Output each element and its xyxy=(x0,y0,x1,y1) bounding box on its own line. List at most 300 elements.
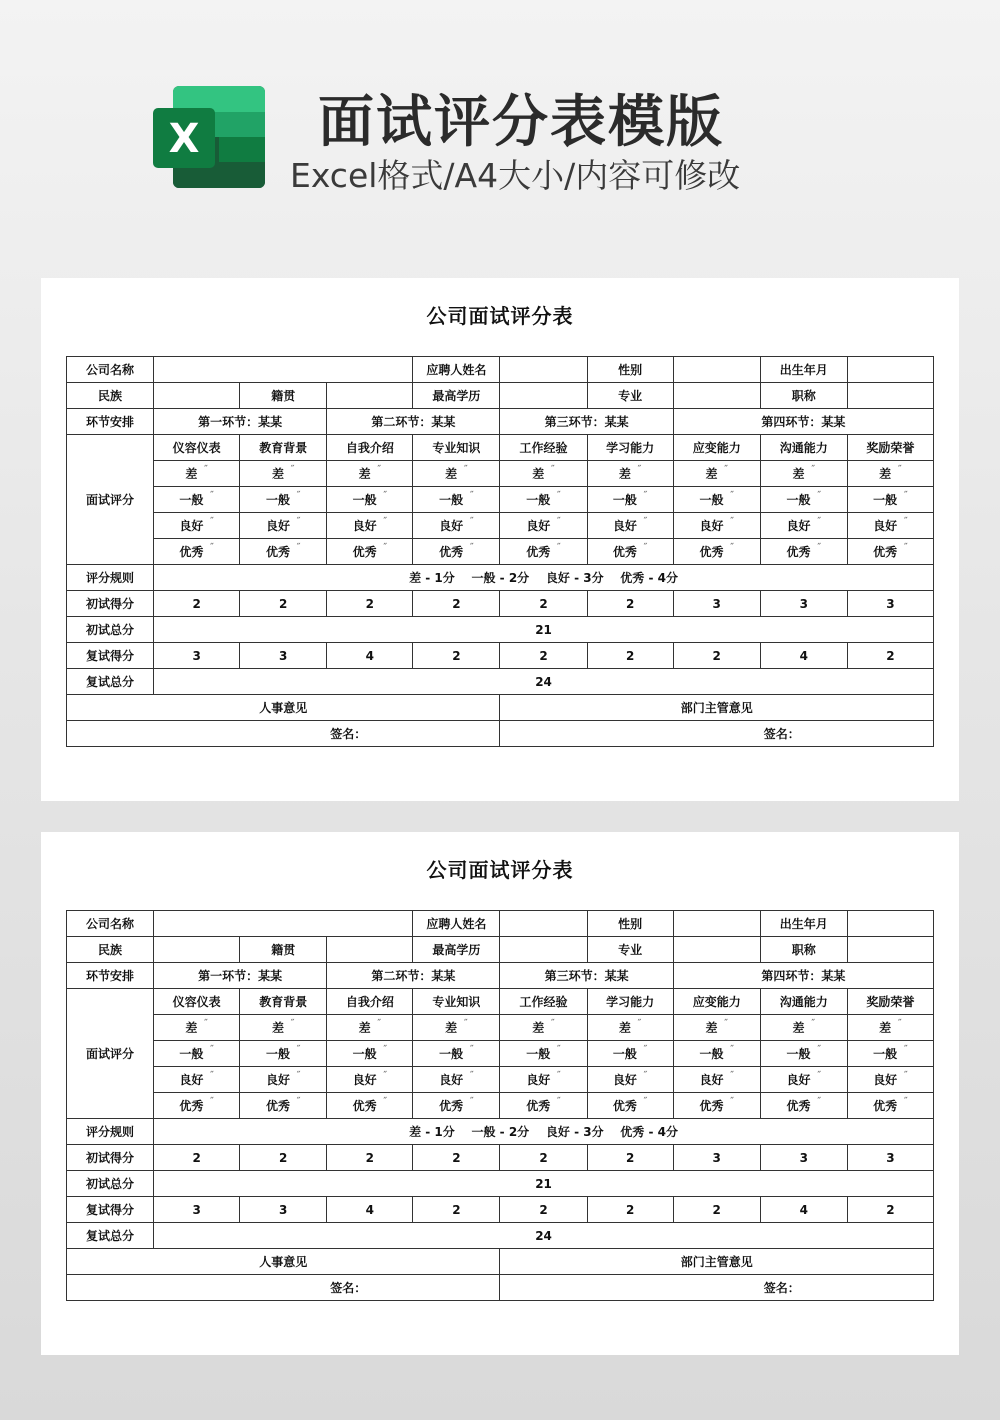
option-excellent-cell[interactable] xyxy=(760,1093,847,1119)
option-excellent-cell[interactable] xyxy=(413,539,500,565)
option-average-cell[interactable] xyxy=(327,487,413,513)
signature-label: 签名： xyxy=(330,1281,367,1295)
option-label: 优秀 xyxy=(612,1099,637,1113)
option-label: 差 xyxy=(271,1021,284,1035)
option-poor-cell[interactable] xyxy=(587,1015,673,1041)
manager-opinion-field[interactable] xyxy=(500,721,934,747)
option-poor-cell[interactable] xyxy=(760,461,847,487)
score-cell[interactable]: 3 xyxy=(154,643,240,669)
option-label: 一般 xyxy=(786,1047,811,1061)
row-first-total xyxy=(67,617,934,643)
option-poor-cell[interactable] xyxy=(500,461,587,487)
option-excellent-cell[interactable] xyxy=(847,1093,933,1119)
score-cell[interactable]: 2 xyxy=(847,643,933,669)
company-label: 公司名称 xyxy=(67,357,154,383)
dropdown-mark-icon: ˝ xyxy=(816,491,822,501)
dropdown-mark-icon: ˝ xyxy=(729,1045,734,1055)
row-stages xyxy=(67,409,934,435)
score-cell[interactable]: 2 xyxy=(500,591,587,617)
nation-field[interactable] xyxy=(154,383,240,409)
option-average-cell[interactable] xyxy=(154,1041,240,1067)
criterion-cell: 奖励荣誉 xyxy=(847,989,933,1015)
option-average-cell[interactable] xyxy=(760,1041,847,1067)
dropdown-mark-icon: ˝ xyxy=(289,1019,295,1029)
dropdown-mark-icon: ˝ xyxy=(642,1071,648,1081)
option-good-cell[interactable] xyxy=(587,513,673,539)
option-label: 差 xyxy=(271,467,284,481)
criterion-cell: 奖励荣誉 xyxy=(847,435,933,461)
dropdown-mark-icon: ˝ xyxy=(209,491,214,501)
option-poor-cell[interactable] xyxy=(154,1015,240,1041)
dropdown-mark-icon: ˝ xyxy=(463,1019,468,1029)
option-excellent-cell[interactable] xyxy=(413,1093,500,1119)
score-cell[interactable]: 2 xyxy=(413,1197,500,1223)
option-label: 差 xyxy=(879,1021,892,1035)
row-opinion-body xyxy=(67,1275,934,1301)
native-field[interactable] xyxy=(327,383,413,409)
dropdown-mark-icon: ˝ xyxy=(550,1019,555,1029)
dropdown-mark-icon: ˝ xyxy=(903,1071,908,1081)
native-label: 籍贯 xyxy=(240,937,327,963)
row-rules xyxy=(67,565,934,591)
option-poor-cell[interactable] xyxy=(673,461,760,487)
signature-label: 签名： xyxy=(763,1281,800,1295)
gender-label: 性别 xyxy=(587,357,673,383)
form-card-1 xyxy=(41,278,959,801)
row-second-scores xyxy=(67,1197,934,1223)
dropdown-mark-icon: ˝ xyxy=(382,543,388,553)
row-opinion-headers xyxy=(67,695,934,721)
dropdown-mark-icon: ˝ xyxy=(209,1097,214,1107)
signature-label: 签名： xyxy=(330,727,367,741)
applicant-field[interactable] xyxy=(500,911,587,937)
option-label: 优秀 xyxy=(526,1099,551,1113)
dropdown-mark-icon: ˝ xyxy=(295,517,301,527)
option-excellent-cell[interactable] xyxy=(154,1093,240,1119)
stage-4: 第四环节：某某 xyxy=(673,963,933,989)
option-poor-cell[interactable] xyxy=(500,1015,587,1041)
score-cell[interactable]: 2 xyxy=(847,1197,933,1223)
row-option-good xyxy=(67,513,934,539)
option-label: 优秀 xyxy=(265,545,290,559)
option-average-cell[interactable] xyxy=(413,487,500,513)
option-poor-cell[interactable] xyxy=(413,1015,500,1041)
option-excellent-cell[interactable] xyxy=(587,1093,673,1119)
score-cell[interactable]: 2 xyxy=(500,1197,587,1223)
option-excellent-cell[interactable] xyxy=(500,1093,587,1119)
row-option-excellent xyxy=(67,539,934,565)
option-poor-cell[interactable] xyxy=(847,1015,933,1041)
option-average-cell[interactable] xyxy=(587,487,673,513)
dropdown-mark-icon: ˝ xyxy=(903,1045,908,1055)
criterion-cell: 学习能力 xyxy=(587,435,673,461)
score-cell[interactable]: 2 xyxy=(673,643,760,669)
dropdown-mark-icon: ˝ xyxy=(382,1071,388,1081)
birth-label: 出生年月 xyxy=(760,357,847,383)
option-label: 优秀 xyxy=(265,1099,290,1113)
first-total-value: 21 xyxy=(154,617,934,643)
second-total-value: 24 xyxy=(154,669,934,695)
score-cell[interactable]: 2 xyxy=(327,1145,413,1171)
option-label: 良好 xyxy=(873,1073,898,1087)
option-good-cell[interactable] xyxy=(587,1067,673,1093)
option-excellent-cell[interactable] xyxy=(240,539,327,565)
education-field[interactable] xyxy=(500,383,587,409)
score-cell[interactable]: 3 xyxy=(847,591,933,617)
criterion-cell: 应变能力 xyxy=(673,435,760,461)
stage-3: 第三环节：某某 xyxy=(500,963,673,989)
option-label: 差 xyxy=(358,1021,371,1035)
row-second-scores xyxy=(67,643,934,669)
option-good-cell[interactable] xyxy=(413,1067,500,1093)
score-cell[interactable]: 2 xyxy=(154,591,240,617)
score-cell[interactable]: 3 xyxy=(847,1145,933,1171)
dropdown-mark-icon: ˝ xyxy=(723,465,728,475)
banner-header xyxy=(0,0,1000,250)
dropdown-mark-icon: ˝ xyxy=(295,1045,301,1055)
score-cell[interactable]: 2 xyxy=(500,1145,587,1171)
option-poor-cell[interactable] xyxy=(240,1015,327,1041)
dropdown-mark-icon: ˝ xyxy=(209,543,214,553)
option-label: 良好 xyxy=(179,1073,204,1087)
row-option-poor xyxy=(67,461,934,487)
dropdown-mark-icon: ˝ xyxy=(729,543,734,553)
option-label: 一般 xyxy=(439,1047,464,1061)
option-label: 良好 xyxy=(526,519,551,533)
dropdown-mark-icon: ˝ xyxy=(209,517,214,527)
first-scores-label: 初试得分 xyxy=(67,591,154,617)
option-label: 差 xyxy=(185,467,198,481)
second-total-label: 复试总分 xyxy=(67,1223,154,1249)
option-good-cell[interactable] xyxy=(760,513,847,539)
score-cell[interactable]: 2 xyxy=(587,591,673,617)
row-option-average xyxy=(67,1041,934,1067)
stage-4: 第四环节：某某 xyxy=(673,409,933,435)
criterion-cell: 仪容仪表 xyxy=(154,989,240,1015)
option-excellent-cell[interactable] xyxy=(500,539,587,565)
option-average-cell[interactable] xyxy=(500,487,587,513)
criterion-cell: 工作经验 xyxy=(500,435,587,461)
birth-field[interactable] xyxy=(847,911,933,937)
first-total-label: 初试总分 xyxy=(67,617,154,643)
option-label: 差 xyxy=(358,467,371,481)
option-label: 差 xyxy=(879,467,892,481)
option-good-cell[interactable] xyxy=(500,513,587,539)
page-title: 面试评分表模版 xyxy=(318,90,724,155)
row-opinion-headers xyxy=(67,1249,934,1275)
option-label: 良好 xyxy=(873,519,898,533)
option-good-cell[interactable] xyxy=(154,1067,240,1093)
row-basic-info xyxy=(67,911,934,937)
option-label: 良好 xyxy=(439,1073,464,1087)
second-scores-label: 复试得分 xyxy=(67,1197,154,1223)
option-label: 差 xyxy=(792,1021,805,1035)
criterion-cell: 沟通能力 xyxy=(760,989,847,1015)
dropdown-mark-icon: ˝ xyxy=(469,1071,474,1081)
rules-label: 评分规则 xyxy=(67,565,154,591)
score-cell[interactable]: 3 xyxy=(760,591,847,617)
rules-text: 差 - 1分 一般 - 2分 良好 - 3分 优秀 - 4分 xyxy=(154,565,934,591)
option-good-cell[interactable] xyxy=(413,513,500,539)
option-label: 一般 xyxy=(612,1047,637,1061)
option-average-cell[interactable] xyxy=(673,487,760,513)
option-excellent-cell[interactable] xyxy=(587,539,673,565)
score-cell[interactable]: 2 xyxy=(413,643,500,669)
option-good-cell[interactable] xyxy=(327,513,413,539)
option-label: 差 xyxy=(705,467,718,481)
option-average-cell[interactable] xyxy=(413,1041,500,1067)
company-label: 公司名称 xyxy=(67,911,154,937)
major-field[interactable] xyxy=(673,937,760,963)
manager-opinion-field[interactable] xyxy=(500,1275,934,1301)
dropdown-mark-icon: ˝ xyxy=(642,1097,648,1107)
option-good-cell[interactable] xyxy=(673,1067,760,1093)
row-rules xyxy=(67,1119,934,1145)
option-label: 优秀 xyxy=(786,545,811,559)
score-cell[interactable]: 2 xyxy=(587,643,673,669)
score-cell[interactable]: 4 xyxy=(327,1197,413,1223)
dropdown-mark-icon: ˝ xyxy=(810,465,816,475)
option-label: 差 xyxy=(445,1021,458,1035)
row-second-total xyxy=(67,1223,934,1249)
option-poor-cell[interactable] xyxy=(587,461,673,487)
score-cell[interactable]: 2 xyxy=(413,1145,500,1171)
option-label: 一般 xyxy=(873,1047,898,1061)
option-excellent-cell[interactable] xyxy=(240,1093,327,1119)
score-cell[interactable]: 2 xyxy=(587,1197,673,1223)
criterion-cell: 工作经验 xyxy=(500,989,587,1015)
dropdown-mark-icon: ˝ xyxy=(729,491,734,501)
option-label: 一般 xyxy=(352,493,377,507)
option-good-cell[interactable] xyxy=(240,513,327,539)
dropdown-mark-icon: ˝ xyxy=(209,1045,214,1055)
dropdown-mark-icon: ˝ xyxy=(550,465,555,475)
criterion-cell: 教育背景 xyxy=(240,435,327,461)
option-average-cell[interactable] xyxy=(760,487,847,513)
score-cell[interactable]: 4 xyxy=(327,643,413,669)
criterion-cell: 沟通能力 xyxy=(760,435,847,461)
score-cell[interactable]: 3 xyxy=(760,1145,847,1171)
company-field[interactable] xyxy=(154,911,413,937)
dropdown-mark-icon: ˝ xyxy=(556,517,561,527)
hr-opinion-label: 人事意见 xyxy=(67,695,500,721)
dropdown-mark-icon: ˝ xyxy=(903,517,908,527)
dropdown-mark-icon: ˝ xyxy=(556,1071,561,1081)
birth-field[interactable] xyxy=(847,357,933,383)
option-label: 一般 xyxy=(439,493,464,507)
option-label: 一般 xyxy=(179,493,204,507)
gender-field[interactable] xyxy=(673,911,760,937)
dropdown-mark-icon: ˝ xyxy=(816,543,822,553)
native-field[interactable] xyxy=(327,937,413,963)
criterion-cell: 仪容仪表 xyxy=(154,435,240,461)
score-cell[interactable]: 3 xyxy=(240,1197,327,1223)
score-cell[interactable]: 3 xyxy=(154,1197,240,1223)
dropdown-mark-icon: ˝ xyxy=(816,517,822,527)
first-total-value: 21 xyxy=(154,1171,934,1197)
form-title: 公司面试评分表 xyxy=(426,858,574,882)
option-average-cell[interactable] xyxy=(587,1041,673,1067)
option-poor-cell[interactable] xyxy=(327,1015,413,1041)
score-cell[interactable]: 2 xyxy=(673,1197,760,1223)
second-scores-label: 复试得分 xyxy=(67,643,154,669)
dropdown-mark-icon: ˝ xyxy=(723,1019,728,1029)
score-cell[interactable]: 4 xyxy=(760,643,847,669)
first-scores-label: 初试得分 xyxy=(67,1145,154,1171)
option-average-cell[interactable] xyxy=(240,487,327,513)
option-poor-cell[interactable] xyxy=(327,461,413,487)
option-label: 优秀 xyxy=(699,1099,724,1113)
row-criteria xyxy=(67,989,934,1015)
dropdown-mark-icon: ˝ xyxy=(729,517,734,527)
scoring-label: 面试评分 xyxy=(67,435,154,565)
option-excellent-cell[interactable] xyxy=(327,1093,413,1119)
option-label: 良好 xyxy=(786,519,811,533)
score-cell[interactable]: 2 xyxy=(327,591,413,617)
option-label: 差 xyxy=(618,1021,631,1035)
hr-opinion-field[interactable] xyxy=(67,721,500,747)
dropdown-mark-icon: ˝ xyxy=(642,543,648,553)
option-label: 一般 xyxy=(526,1047,551,1061)
option-poor-cell[interactable] xyxy=(413,461,500,487)
dropdown-mark-icon: ˝ xyxy=(382,491,388,501)
score-cell[interactable]: 2 xyxy=(240,1145,327,1171)
row-criteria xyxy=(67,435,934,461)
option-average-cell[interactable] xyxy=(847,1041,933,1067)
major-label: 专业 xyxy=(587,383,673,409)
form-card-2 xyxy=(41,832,959,1355)
option-excellent-cell[interactable] xyxy=(847,539,933,565)
score-cell[interactable]: 4 xyxy=(760,1197,847,1223)
applicant-label: 应聘人姓名 xyxy=(413,911,500,937)
option-label: 良好 xyxy=(439,519,464,533)
option-label: 差 xyxy=(792,467,805,481)
option-excellent-cell[interactable] xyxy=(673,539,760,565)
option-poor-cell[interactable] xyxy=(154,461,240,487)
dropdown-mark-icon: ˝ xyxy=(810,1019,816,1029)
dropdown-mark-icon: ˝ xyxy=(382,1045,388,1055)
hr-opinion-label: 人事意见 xyxy=(67,1249,500,1275)
row-background-info xyxy=(67,383,934,409)
option-good-cell[interactable] xyxy=(673,513,760,539)
dropdown-mark-icon: ˝ xyxy=(556,543,561,553)
row-stages xyxy=(67,963,934,989)
option-average-cell[interactable] xyxy=(847,487,933,513)
dropdown-mark-icon: ˝ xyxy=(903,491,908,501)
option-excellent-cell[interactable] xyxy=(327,539,413,565)
option-excellent-cell[interactable] xyxy=(154,539,240,565)
dropdown-mark-icon: ˝ xyxy=(642,491,648,501)
score-cell[interactable]: 3 xyxy=(673,591,760,617)
row-option-excellent xyxy=(67,1093,934,1119)
option-good-cell[interactable] xyxy=(847,1067,933,1093)
option-good-cell[interactable] xyxy=(760,1067,847,1093)
option-label: 一般 xyxy=(699,1047,724,1061)
applicant-label: 应聘人姓名 xyxy=(413,357,500,383)
option-label: 差 xyxy=(532,1021,545,1035)
hr-opinion-field[interactable] xyxy=(67,1275,500,1301)
position-field[interactable] xyxy=(847,937,933,963)
position-field[interactable] xyxy=(847,383,933,409)
option-excellent-cell[interactable] xyxy=(760,539,847,565)
option-label: 一般 xyxy=(612,493,637,507)
score-cell[interactable]: 2 xyxy=(240,591,327,617)
option-poor-cell[interactable] xyxy=(673,1015,760,1041)
option-poor-cell[interactable] xyxy=(760,1015,847,1041)
option-label: 良好 xyxy=(265,1073,290,1087)
score-table xyxy=(66,910,934,1301)
option-average-cell[interactable] xyxy=(500,1041,587,1067)
score-cell[interactable]: 2 xyxy=(587,1145,673,1171)
option-label: 良好 xyxy=(612,1073,637,1087)
score-cell[interactable]: 2 xyxy=(154,1145,240,1171)
score-cell[interactable]: 3 xyxy=(240,643,327,669)
option-good-cell[interactable] xyxy=(240,1067,327,1093)
option-average-cell[interactable] xyxy=(240,1041,327,1067)
dropdown-mark-icon: ˝ xyxy=(816,1097,822,1107)
stage-1: 第一环节：某某 xyxy=(154,409,327,435)
dropdown-mark-icon: ˝ xyxy=(469,543,474,553)
option-label: 良好 xyxy=(179,519,204,533)
score-cell[interactable]: 3 xyxy=(673,1145,760,1171)
option-label: 良好 xyxy=(526,1073,551,1087)
option-average-cell[interactable] xyxy=(327,1041,413,1067)
dropdown-mark-icon: ˝ xyxy=(289,465,295,475)
dropdown-mark-icon: ˝ xyxy=(903,1097,908,1107)
stage-1: 第一环节：某某 xyxy=(154,963,327,989)
option-good-cell[interactable] xyxy=(847,513,933,539)
option-excellent-cell[interactable] xyxy=(673,1093,760,1119)
applicant-field[interactable] xyxy=(500,357,587,383)
gender-field[interactable] xyxy=(673,357,760,383)
option-good-cell[interactable] xyxy=(327,1067,413,1093)
option-good-cell[interactable] xyxy=(500,1067,587,1093)
option-label: 差 xyxy=(532,467,545,481)
position-label: 职称 xyxy=(760,383,847,409)
dropdown-mark-icon: ˝ xyxy=(295,1071,301,1081)
row-option-good xyxy=(67,1067,934,1093)
option-label: 优秀 xyxy=(612,545,637,559)
dropdown-mark-icon: ˝ xyxy=(203,1019,208,1029)
option-poor-cell[interactable] xyxy=(847,461,933,487)
option-label: 良好 xyxy=(352,519,377,533)
criterion-cell: 专业知识 xyxy=(413,989,500,1015)
dropdown-mark-icon: ˝ xyxy=(903,543,908,553)
scoring-label: 面试评分 xyxy=(67,989,154,1119)
nation-field[interactable] xyxy=(154,937,240,963)
option-label: 优秀 xyxy=(786,1099,811,1113)
company-field[interactable] xyxy=(154,357,413,383)
score-cell[interactable]: 2 xyxy=(500,643,587,669)
major-field[interactable] xyxy=(673,383,760,409)
option-label: 优秀 xyxy=(439,1099,464,1113)
dropdown-mark-icon: ˝ xyxy=(295,543,301,553)
option-label: 优秀 xyxy=(352,1099,377,1113)
option-label: 优秀 xyxy=(699,545,724,559)
option-good-cell[interactable] xyxy=(154,513,240,539)
education-field[interactable] xyxy=(500,937,587,963)
option-average-cell[interactable] xyxy=(673,1041,760,1067)
score-cell[interactable]: 2 xyxy=(413,591,500,617)
dropdown-mark-icon: ˝ xyxy=(295,1097,301,1107)
dropdown-mark-icon: ˝ xyxy=(209,1071,214,1081)
option-poor-cell[interactable] xyxy=(240,461,327,487)
option-label: 优秀 xyxy=(873,1099,898,1113)
option-average-cell[interactable] xyxy=(154,487,240,513)
stage-2: 第二环节：某某 xyxy=(327,409,500,435)
option-label: 良好 xyxy=(265,519,290,533)
option-label: 优秀 xyxy=(439,545,464,559)
